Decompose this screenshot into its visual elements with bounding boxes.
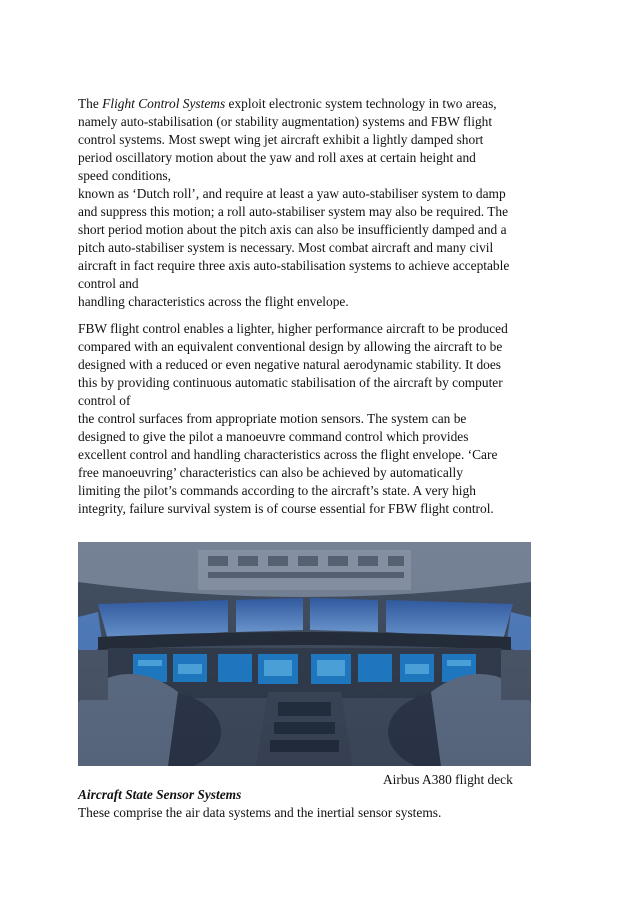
text-line [78, 95, 497, 113]
text-line: pitch auto-stabiliser system is necessary. Most combat aircraft and many civil [78, 240, 494, 255]
text-line: aircraft in fact require three axis auto-stabilisation systems to achieve acceptable [78, 258, 510, 273]
section-text: These comprise the air data systems and the inertial sensor systems. [78, 805, 442, 820]
text-line: short period motion about the pitch axis can also be insufficiently damped and a [78, 222, 507, 237]
text-line: compared with an equivalent conventional design by allowing the aircraft to be [78, 339, 503, 354]
text-run: The [78, 96, 103, 111]
text-line: speed conditions, [78, 168, 171, 183]
text-line: designed to give the pilot a manoeuvre command control which provides [78, 429, 469, 444]
text-line: limiting the pilot’s commands according to the aircraft’s state. A very high [78, 483, 476, 498]
text-line: and suppress this motion; a roll auto-stabiliser system may also be required. The [78, 204, 509, 219]
text-line: handling characteristics across the flight envelope. [78, 294, 349, 309]
figure-caption: Airbus A380 flight deck [383, 772, 513, 787]
text-line: designed with a reduced or even negative natural aerodynamic stability. It does [78, 357, 502, 372]
text-line: known as ‘Dutch roll’, and require at least a yaw auto-stabiliser system to damp [78, 186, 506, 201]
text-line: control systems. Most swept wing jet aircraft exhibit a lightly damped short [78, 132, 484, 147]
text-line: the control surfaces from appropriate motion sensors. The system can be [78, 411, 467, 426]
text-line: integrity, failure survival system is of course essential for FBW flight control. [78, 501, 494, 516]
text-line: control and [78, 276, 139, 291]
text-line: period oscillatory motion about the yaw and roll axes at certain height and [78, 150, 476, 165]
text-line: excellent control and handling characteristics across the flight envelope. ‘Care [78, 447, 498, 462]
text-line: free manoeuvring’ characteristics can also be achieved by automatically [78, 465, 463, 480]
text-line: FBW flight control enables a lighter, higher performance aircraft to be produced [78, 321, 508, 336]
italic-term: Flight Control Systems [102, 96, 226, 111]
text-line: control of [78, 393, 131, 408]
section-heading: Aircraft State Sensor Systems [78, 787, 242, 802]
text-run: exploit electronic system technology in two areas, [225, 96, 497, 111]
text-line: namely auto-stabilisation (or stability augmentation) systems and FBW flight [78, 114, 493, 129]
flight-deck-photo [78, 542, 531, 766]
text-line: this by providing continuous automatic stabilisation of the aircraft by computer [78, 375, 503, 390]
